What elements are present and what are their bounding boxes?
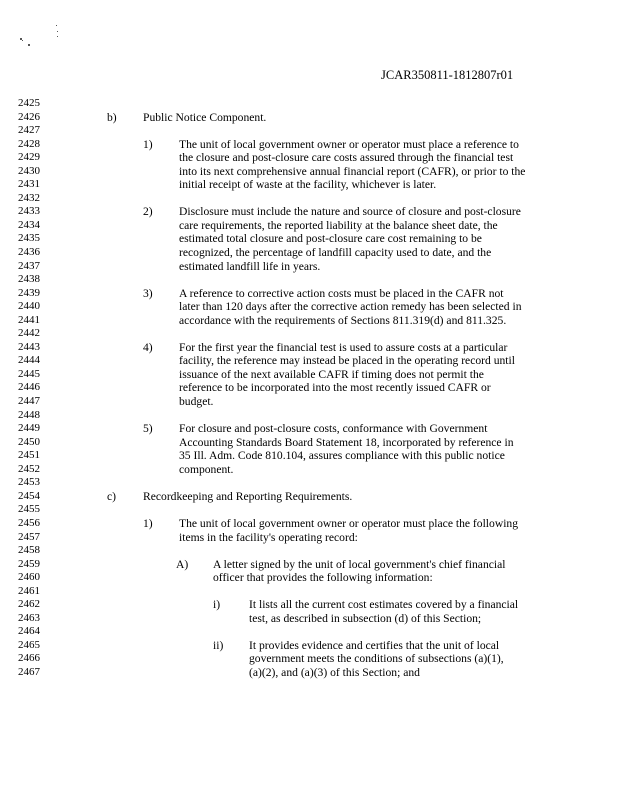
line-text: initial receipt of waste at the facility, whichever is later.: [179, 178, 437, 192]
document-line: [0, 97, 618, 111]
line-text: later than 120 days after the corrective action remedy has been selected in: [179, 300, 522, 314]
line-text: budget.: [179, 395, 214, 409]
document-line: [0, 598, 618, 612]
document-line: [0, 409, 618, 423]
line-text: issuance of the next available CAFR if timing does not permit the: [179, 367, 484, 381]
document-line: [0, 192, 618, 206]
line-number: 2429: [18, 151, 40, 164]
line-number: 2438: [18, 273, 40, 286]
line-number: 2440: [18, 300, 40, 313]
item-label: 2): [143, 205, 153, 219]
line-number: 2456: [18, 516, 40, 529]
item-label: ii): [213, 638, 224, 652]
line-number: 2463: [18, 611, 40, 624]
line-text: reference to be incorporated into the most recently issued CAFR or: [179, 381, 491, 395]
line-number: 2452: [18, 462, 40, 475]
document-line: [0, 639, 618, 653]
line-text: The unit of local government owner or operator must place the following: [179, 516, 519, 530]
line-text: Recordkeeping and Reporting Requirements.: [143, 489, 353, 503]
item-label: 4): [143, 340, 153, 354]
scan-speck: [28, 44, 30, 46]
scan-speck: [22, 40, 23, 41]
document-id: JCAR350811-1812807r01: [381, 68, 514, 82]
line-number: 2439: [18, 286, 40, 299]
line-number: 2459: [18, 557, 40, 570]
item-label: 1): [143, 137, 153, 151]
line-text: into its next comprehensive annual financial report (CAFR), or prior to the: [179, 164, 526, 178]
line-text: facility, the reference may instead be placed in the operating record until: [179, 354, 515, 368]
document-line: [0, 260, 618, 274]
document-line: [0, 585, 618, 599]
document-line: [0, 395, 618, 409]
item-label: 5): [143, 422, 153, 436]
document-line: [0, 544, 618, 558]
item-label: 3): [143, 286, 153, 300]
document-line: [0, 612, 618, 626]
line-number: 2458: [18, 544, 40, 557]
line-number: 2434: [18, 218, 40, 231]
line-number: 2426: [18, 110, 40, 123]
line-number: 2436: [18, 246, 40, 259]
line-number: 2465: [18, 638, 40, 651]
line-number: 2461: [18, 584, 40, 597]
line-text: A letter signed by the unit of local government's chief financial: [213, 557, 506, 571]
line-text: Accounting Standards Board Statement 18, incorporated by reference in: [179, 435, 514, 449]
line-number: 2431: [18, 178, 40, 191]
document-line: [0, 151, 618, 165]
document-line: [0, 232, 618, 246]
document-line: [0, 287, 618, 301]
document-line: [0, 124, 618, 138]
document-line: [0, 571, 618, 585]
line-number: 2437: [18, 259, 40, 272]
line-number: 2460: [18, 571, 40, 584]
line-number: 2466: [18, 652, 40, 665]
document-line: [0, 652, 618, 666]
line-text: The unit of local government owner or operator must place a reference to: [179, 137, 519, 151]
line-number: 2462: [18, 598, 40, 611]
line-text: For closure and post-closure costs, conformance with Government: [179, 422, 488, 436]
document-line: [0, 341, 618, 355]
line-number: 2450: [18, 435, 40, 448]
line-number: 2430: [18, 164, 40, 177]
line-text: 35 Ill. Adm. Code 810.104, assures compliance with this public notice: [179, 449, 505, 463]
line-number: 2425: [18, 97, 40, 109]
line-text: estimated landfill life in years.: [179, 259, 321, 273]
document-line: [0, 368, 618, 382]
line-number: 2441: [18, 313, 40, 326]
line-number: 2454: [18, 489, 40, 502]
line-text: items in the facility's operating record:: [179, 530, 358, 544]
document-line: [0, 625, 618, 639]
document-line: [0, 314, 618, 328]
line-number: 2453: [18, 476, 40, 489]
line-text: (a)(2), and (a)(3) of this Section; and: [249, 665, 420, 679]
line-text: the closure and post-closure care costs assured through the financial test: [179, 151, 514, 165]
line-text: officer that provides the following information:: [213, 571, 433, 585]
document-line: [0, 300, 618, 314]
document-line: [0, 463, 618, 477]
line-text: Disclosure must include the nature and source of closure and post-closure: [179, 205, 521, 219]
document-line: [0, 666, 618, 680]
line-text: estimated total closure and post-closure care cost remaining to be: [179, 232, 482, 246]
line-text: Public Notice Component.: [143, 110, 267, 124]
document-line: [0, 219, 618, 233]
scan-speck: [57, 31, 58, 32]
line-text: It provides evidence and certifies that the unit of local: [249, 638, 500, 652]
line-number: 2428: [18, 137, 40, 150]
document-line: [0, 531, 618, 545]
document-line: [0, 503, 618, 517]
document-line: [0, 422, 618, 436]
item-label: b): [107, 110, 117, 124]
line-text: care requirements, the reported liability at the balance sheet date, the: [179, 218, 498, 232]
line-number: 2451: [18, 449, 40, 462]
line-text: government meets the conditions of subsections (a)(1),: [249, 652, 504, 666]
scan-speck: [56, 25, 57, 26]
line-number: 2445: [18, 367, 40, 380]
document-line: [0, 381, 618, 395]
line-text: component.: [179, 462, 234, 476]
document-line: [0, 449, 618, 463]
scan-speck: [57, 36, 58, 37]
line-number: 2446: [18, 381, 40, 394]
line-number: 2447: [18, 395, 40, 408]
line-number: 2427: [18, 124, 40, 137]
document-line: [0, 517, 618, 531]
item-label: i): [213, 598, 221, 612]
line-number: 2467: [18, 665, 40, 678]
line-number: 2435: [18, 232, 40, 245]
line-number: 2443: [18, 340, 40, 353]
line-text: accordance with the requirements of Sections 811.319(d) and 811.325.: [179, 313, 507, 327]
document-line: [0, 558, 618, 572]
line-number: 2448: [18, 408, 40, 421]
document-line: [0, 165, 618, 179]
document-line: [0, 273, 618, 287]
document-line: [0, 178, 618, 192]
document-line: [0, 138, 618, 152]
line-text: recognized, the percentage of landfill capacity used to date, and the: [179, 246, 492, 260]
line-text: test, as described in subsection (d) of this Section;: [249, 611, 482, 625]
line-number: 2464: [18, 625, 40, 638]
document-body: [0, 97, 618, 680]
item-label: c): [107, 489, 117, 503]
document-line: [0, 436, 618, 450]
document-line: [0, 354, 618, 368]
line-number: 2455: [18, 503, 40, 516]
document-line: [0, 246, 618, 260]
scan-specks: [20, 22, 60, 52]
document-line: [0, 490, 618, 504]
document-line: [0, 476, 618, 490]
document-line: [0, 327, 618, 341]
item-label: A): [176, 557, 189, 571]
line-number: 2442: [18, 327, 40, 340]
line-number: 2444: [18, 354, 40, 367]
line-number: 2433: [18, 205, 40, 218]
document-line: [0, 205, 618, 219]
line-text: For the first year the financial test is used to assure costs at a particular: [179, 340, 508, 354]
document-line: [0, 111, 618, 125]
line-number: 2457: [18, 530, 40, 543]
item-label: 1): [143, 516, 153, 530]
line-number: 2449: [18, 422, 40, 435]
line-text: It lists all the current cost estimates covered by a financial: [249, 598, 519, 612]
line-text: A reference to corrective action costs must be placed in the CAFR not: [179, 286, 504, 300]
line-number: 2432: [18, 191, 40, 204]
